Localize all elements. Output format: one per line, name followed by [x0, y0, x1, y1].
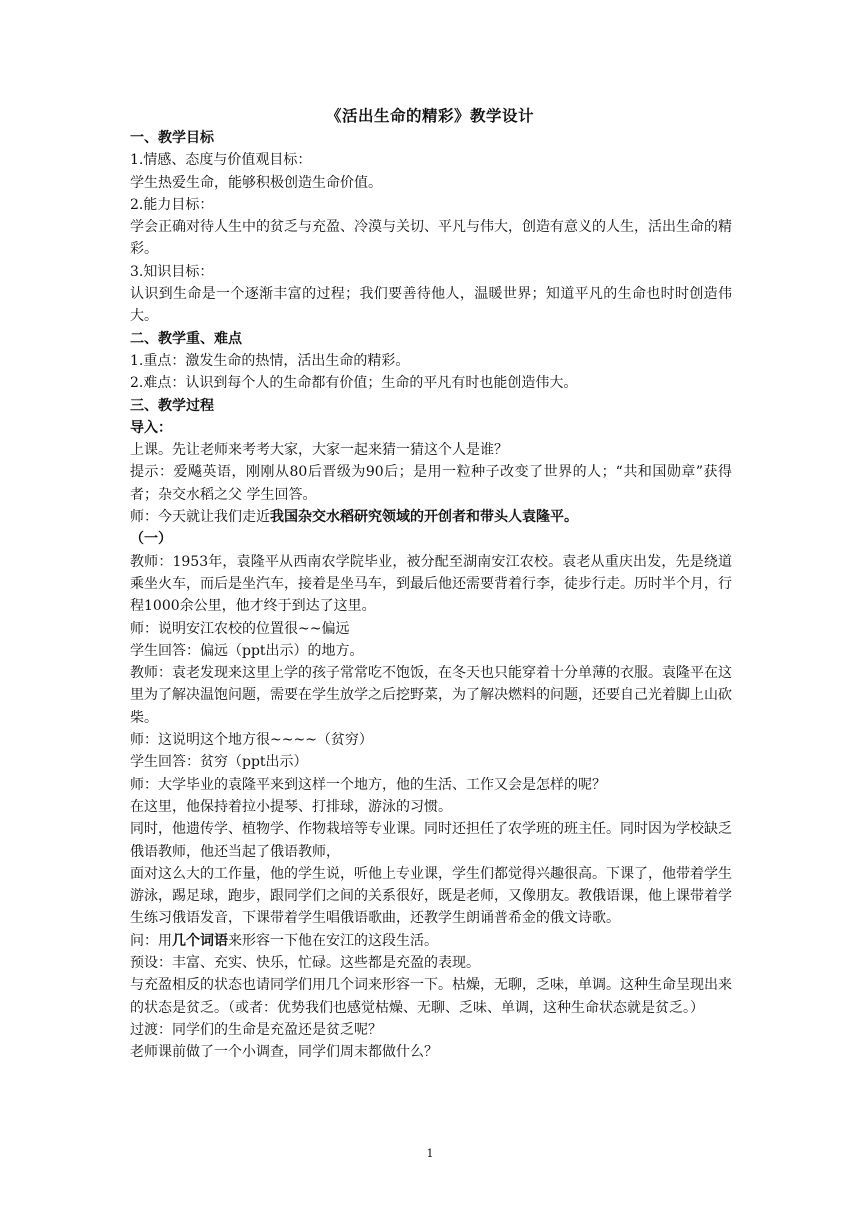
paragraph: 师：大学毕业的袁隆平来到这样一个地方，他的生活、工作又会是怎样的呢？	[130, 776, 606, 793]
section-heading: 三、教学过程	[130, 397, 214, 414]
bold-emphasis: 我国杂交水稻研究领域的开创者和带头人袁隆平。	[270, 509, 578, 526]
paragraph: 2.难点：认识到每个人的生命都有价值；生命的平凡有时也能创造伟大。	[130, 375, 578, 392]
paragraph: 老师课前做了一个小调查，同学们周末都做什么？	[130, 1044, 438, 1061]
document-title: 《活出生命的精彩》教学设计	[325, 106, 534, 125]
paragraph: 教师：袁老发现来这里上学的孩子常常吃不饱饭，在冬天也只能穿着十分单薄的衣服。袁隆平在这里为了解决温饱问题，需要在学生放学之后挖野菜，为了解决燃料的问题，还要自己光着脚上山砍柴。	[130, 665, 732, 726]
paragraph-text: 问：用	[130, 932, 172, 949]
paragraph: 学生热爱生命，能够积极创造生命价值。	[130, 174, 382, 191]
section-heading: （一）	[130, 531, 172, 548]
paragraph: 在这里，他保持着拉小提琴、打排球，游泳的习惯。	[130, 798, 452, 815]
paragraph: 教师：1953年，袁隆平从西南农学院毕业，被分配至湖南安江农校。袁老从重庆出发，先是绕道乘坐火车，而后是坐汽车，接着是坐马车，到最后他还需要背着行李，徒步行走。历时半个月，行程1000余公里，他才终于到达了这里。	[130, 553, 732, 615]
paragraph: 面对这么大的工作量，他的学生说，听他上专业课，学生们都觉得兴趣很高。下课了，他带着学生游泳，踢足球，跑步，跟同学们之间的关系很好，既是老师，又像朋友。教俄语课，他上课带着学生练习俄语发音，下课带着学生唱俄语歌曲，还教学生朗诵普希金的俄文诗歌。	[130, 865, 732, 927]
paragraph: 同时，他遗传学、植物学、作物栽培等专业课。同时还担任了农学班的班主任。同时因为学校缺乏俄语教师，他还当起了俄语教师，	[130, 821, 732, 860]
paragraph: 提示：爱飚英语，刚刚从80后晋级为90后；是用一粒种子改变了世界的人；“共和国勋章”获得者；杂交水稻之父 学生回答。	[130, 464, 732, 503]
paragraph: 1.情感、态度与价值观目标：	[130, 152, 312, 169]
paragraph: 预设：丰富、充实、快乐，忙碌。这些都是充盈的表现。	[130, 954, 480, 971]
paragraph: 2.能力目标：	[130, 196, 214, 213]
section-heading: 一、教学目标	[130, 130, 214, 146]
section-heading: 导入：	[130, 419, 172, 436]
paragraph-text: 师：今天就让我们走近	[130, 509, 270, 526]
paragraph: 师：说明安江农校的位置很~~偏远	[130, 620, 350, 637]
paragraph: 学生回答：偏远（ppt出示）的地方。	[130, 642, 364, 659]
paragraph: 师：这说明这个地方很~~~~（贫穷）	[130, 732, 373, 749]
document-body	[130, 127, 732, 1063]
paragraph	[130, 506, 732, 528]
paragraph: 认识到生命是一个逐渐丰富的过程；我们要善待他人，温暖世界；知道平凡的生命也时时创造伟大。	[130, 286, 732, 325]
paragraph: 与充盈相反的状态也请同学们用几个词来形容一下。枯燥，无聊，乏味，单调。这种生命呈现出来的状态是贫乏。（或者：优势我们也感觉枯燥、无聊、乏味、单调，这种生命状态就是贫乏。）	[130, 977, 732, 1016]
page-number: 1	[426, 1147, 434, 1160]
paragraph: 3.知识目标：	[130, 263, 214, 280]
bold-emphasis: 几个词语	[172, 932, 228, 949]
paragraph: 过渡：同学们的生命是充盈还是贫乏呢？	[130, 1021, 382, 1038]
paragraph: 上课。先让老师来考考大家，大家一起来猜一猜这个人是谁？	[130, 442, 508, 459]
paragraph	[130, 930, 732, 952]
paragraph: 学会正确对待人生中的贫乏与充盈、冷漠与关切、平凡与伟大，创造有意义的人生，活出生命的精彩。	[130, 219, 732, 258]
section-heading: 二、教学重、难点	[130, 330, 242, 347]
paragraph-text: 来形容一下他在安江的这段生活。	[228, 932, 438, 949]
paragraph: 学生回答：贫穷（ppt出示）	[130, 754, 308, 771]
paragraph: 1.重点：激发生命的热情，活出生命的精彩。	[130, 352, 410, 369]
